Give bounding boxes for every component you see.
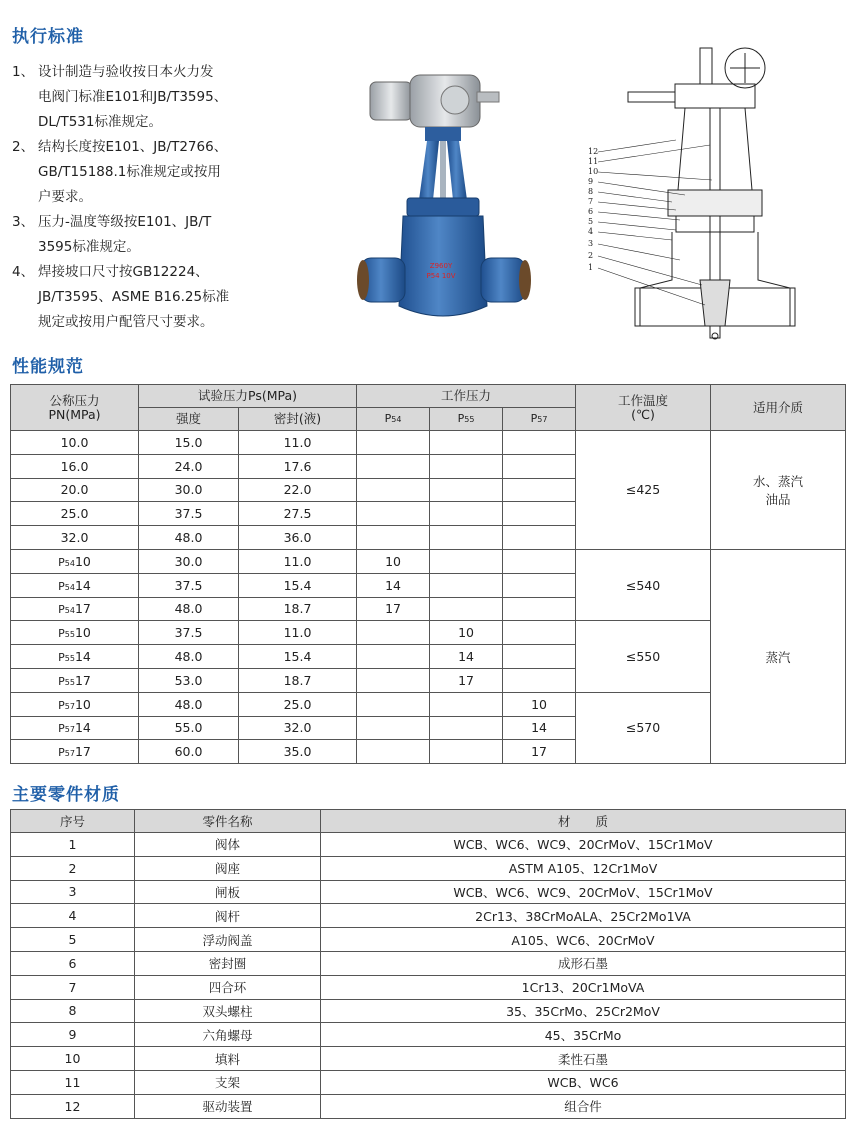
cell-part-material: WCB、WC6、WC9、20CrMoV、15Cr1MoV [321,880,846,904]
cell-strength: 37.5 [139,502,239,526]
cell-part-material: 组合件 [321,1094,846,1118]
cell-p57 [503,645,576,669]
cell-strength: 37.5 [139,621,239,645]
cell-strength: 53.0 [139,668,239,692]
standard-line: JB/T3595、ASME B16.25标准 [38,289,230,305]
table-row [11,1094,846,1118]
cell-strength: 37.5 [139,573,239,597]
table-row [11,833,846,857]
cell-nominal-pressure: P5417 [11,597,139,621]
photo-marking-2: P54 10V [426,272,456,280]
table-row [11,975,846,999]
standard-item [12,135,282,210]
materials-title: 主要零件材质 [12,785,120,805]
cell-part-name: 六角螺母 [135,1023,321,1047]
cell-p57: 17 [503,740,576,764]
table-row [11,999,846,1023]
materials-table [10,809,846,1119]
cell-part-material: 35、35CrMo、25Cr2MoV [321,999,846,1023]
drawing-part-number: 5 [588,217,594,226]
standard-item [12,210,282,260]
standard-text [38,60,282,135]
standard-line: 设计制造与验收按日本火力发 [38,64,214,80]
cell-seal: 25.0 [239,692,357,716]
cell-nominal-pressure: P5414 [11,573,139,597]
standard-line: 压力-温度等级按E101、JB/T [38,214,212,230]
header-material: 材 质 [321,810,846,833]
table-row [11,928,846,952]
cell-part-material: 成形石墨 [321,951,846,975]
header-strength: 强度 [139,408,239,431]
cell-p55 [430,573,503,597]
cell-p55 [430,526,503,550]
cell-p57 [503,668,576,692]
cell-p57 [503,621,576,645]
cell-part-material: WCB、WC6 [321,1070,846,1094]
cell-part-no: 2 [11,856,135,880]
cell-p55 [430,692,503,716]
standard-text [38,135,282,210]
cell-working-temp: ≤540 [576,549,711,620]
cell-seal: 18.7 [239,668,357,692]
header-working-pressure: 工作压力 [357,385,576,408]
cell-nominal-pressure: 25.0 [11,502,139,526]
cell-nominal-pressure: 20.0 [11,478,139,502]
cell-p54 [357,668,430,692]
standard-line: GB/T15188.1标准规定或按用 [38,164,221,180]
drawing-part-number: 10 [588,167,599,176]
drawing-part-number: 6 [588,207,594,216]
cell-part-material: WCB、WC6、WC9、20CrMoV、15Cr1MoV [321,833,846,857]
cell-part-material: ASTM A105、12Cr1MoV [321,856,846,880]
drawing-part-number: 9 [588,177,594,186]
cell-p54: 14 [357,573,430,597]
cell-part-name: 密封圈 [135,951,321,975]
cell-nominal-pressure: 32.0 [11,526,139,550]
table-row [11,1023,846,1047]
cell-seal: 18.7 [239,597,357,621]
cell-part-no: 1 [11,833,135,857]
cell-part-no: 3 [11,880,135,904]
cell-strength: 15.0 [139,431,239,455]
table-row [11,951,846,975]
standards-title: 执行标准 [12,27,84,47]
cell-p54: 17 [357,597,430,621]
standard-line: 电阀门标准E101和JB/T3595、 [38,89,228,105]
table-row [11,1047,846,1071]
cell-part-no: 12 [11,1094,135,1118]
header-p57: P57 [503,408,576,431]
cell-strength: 48.0 [139,526,239,550]
cell-part-no: 9 [11,1023,135,1047]
cell-working-temp: ≤550 [576,621,711,692]
cell-strength: 30.0 [139,549,239,573]
cell-part-name: 四合环 [135,975,321,999]
cell-part-name: 阀杆 [135,904,321,928]
cell-seal: 22.0 [239,478,357,502]
cell-part-name: 支架 [135,1070,321,1094]
cell-p55 [430,716,503,740]
standard-line: 规定或按用户配管尺寸要求。 [38,314,214,330]
cell-part-name: 阀座 [135,856,321,880]
cell-p57 [503,573,576,597]
cell-p55 [430,502,503,526]
valve-section-drawing [580,40,810,360]
cell-nominal-pressure: P5714 [11,716,139,740]
drawing-part-number: 1 [588,263,594,272]
cell-p55 [430,454,503,478]
cell-nominal-pressure: P5410 [11,549,139,573]
cell-strength: 55.0 [139,716,239,740]
cell-seal: 17.6 [239,454,357,478]
cell-p54 [357,716,430,740]
drawing-part-number: 2 [588,251,594,260]
standard-line: DL/T531标准规定。 [38,114,162,130]
cell-part-name: 驱动装置 [135,1094,321,1118]
photo-marking-1: Z960Y [429,262,453,270]
standard-number: 1、 [12,64,35,80]
standard-number: 4、 [12,264,35,280]
cell-p57 [503,431,576,455]
standard-line: 结构长度按E101、JB/T2766、 [38,139,228,155]
cell-seal: 11.0 [239,431,357,455]
cell-seal: 36.0 [239,526,357,550]
cell-part-material: A105、WC6、20CrMoV [321,928,846,952]
cell-p54 [357,740,430,764]
cell-p55: 10 [430,621,503,645]
cell-p54 [357,692,430,716]
drawing-part-number: 7 [588,197,594,206]
cell-medium-steam: 蒸汽 [711,549,846,763]
header-test-pressure: 试验压力Ps(MPa) [139,385,357,408]
drawing-part-number: 12 [588,147,599,156]
table-row [11,880,846,904]
cell-strength: 24.0 [139,454,239,478]
standard-item [12,260,282,335]
cell-seal: 27.5 [239,502,357,526]
standard-text [38,210,282,260]
cell-p54: 10 [357,549,430,573]
cell-p55 [430,478,503,502]
drawing-part-number: 8 [588,187,594,196]
cell-p54 [357,621,430,645]
cell-part-no: 10 [11,1047,135,1071]
performance-title: 性能规范 [12,357,84,377]
cell-working-temp: ≤570 [576,692,711,763]
standard-number: 2、 [12,139,35,155]
cell-working-temp: ≤425 [576,431,711,550]
cell-part-no: 5 [11,928,135,952]
cell-p54 [357,645,430,669]
header-working-temp: 工作温度 (℃) [576,385,711,431]
cell-p54 [357,431,430,455]
cell-p55 [430,549,503,573]
cell-nominal-pressure: P5710 [11,692,139,716]
table-row [11,904,846,928]
cell-p57 [503,526,576,550]
cell-strength: 30.0 [139,478,239,502]
cell-p55: 17 [430,668,503,692]
cell-part-name: 浮动阀盖 [135,928,321,952]
cell-part-no: 6 [11,951,135,975]
cell-nominal-pressure: P5517 [11,668,139,692]
standard-number: 3、 [12,214,35,230]
cell-nominal-pressure: 16.0 [11,454,139,478]
cell-p57 [503,478,576,502]
cell-p57 [503,454,576,478]
header-p54: P54 [357,408,430,431]
cell-seal: 11.0 [239,549,357,573]
table-row [11,856,846,880]
performance-table [10,384,846,764]
cell-strength: 60.0 [139,740,239,764]
cell-p54 [357,454,430,478]
cell-part-material: 45、35CrMo [321,1023,846,1047]
cell-part-name: 阀体 [135,833,321,857]
valve-photo [355,70,535,340]
header-medium: 适用介质 [711,385,846,431]
standards-list [12,60,282,335]
drawing-part-number: 4 [588,227,594,236]
cell-p54 [357,478,430,502]
cell-p55: 14 [430,645,503,669]
standard-line: 3595标准规定。 [38,239,140,255]
drawing-part-number: 3 [588,239,594,248]
cell-p55 [430,431,503,455]
header-part-name: 零件名称 [135,810,321,833]
cell-seal: 11.0 [239,621,357,645]
cell-strength: 48.0 [139,597,239,621]
standard-line: 户要求。 [38,189,92,205]
cell-nominal-pressure: P5510 [11,621,139,645]
cell-seal: 15.4 [239,645,357,669]
cell-part-no: 8 [11,999,135,1023]
cell-strength: 48.0 [139,692,239,716]
drawing-part-number: 11 [588,157,599,166]
standard-line: 焊接坡口尺寸按GB12224、 [38,264,209,280]
cell-part-material: 2Cr13、38CrMoALA、25Cr2Mo1VA [321,904,846,928]
cell-strength: 48.0 [139,645,239,669]
standard-text [38,260,282,335]
cell-medium-water: 水、蒸汽 油品 [711,431,846,550]
cell-nominal-pressure: P5514 [11,645,139,669]
table-row [11,431,846,455]
standard-item [12,60,282,135]
cell-part-name: 双头螺柱 [135,999,321,1023]
header-no: 序号 [11,810,135,833]
cell-nominal-pressure: P5717 [11,740,139,764]
cell-p55 [430,597,503,621]
cell-seal: 35.0 [239,740,357,764]
header-p55: P55 [430,408,503,431]
cell-p54 [357,502,430,526]
cell-p57: 10 [503,692,576,716]
cell-part-material: 柔性石墨 [321,1047,846,1071]
cell-seal: 15.4 [239,573,357,597]
header-seal: 密封(液) [239,408,357,431]
cell-part-material: 1Cr13、20Cr1MoVA [321,975,846,999]
cell-p57 [503,597,576,621]
cell-p57 [503,502,576,526]
cell-part-name: 填料 [135,1047,321,1071]
table-row [11,549,846,573]
cell-p54 [357,526,430,550]
cell-seal: 32.0 [239,716,357,740]
cell-part-name: 闸板 [135,880,321,904]
cell-p55 [430,740,503,764]
cell-p57 [503,549,576,573]
cell-part-no: 11 [11,1070,135,1094]
cell-nominal-pressure: 10.0 [11,431,139,455]
header-nominal-pressure: 公称压力 PN(MPa) [11,385,139,431]
cell-part-no: 7 [11,975,135,999]
cell-part-no: 4 [11,904,135,928]
cell-p57: 14 [503,716,576,740]
table-row [11,1070,846,1094]
